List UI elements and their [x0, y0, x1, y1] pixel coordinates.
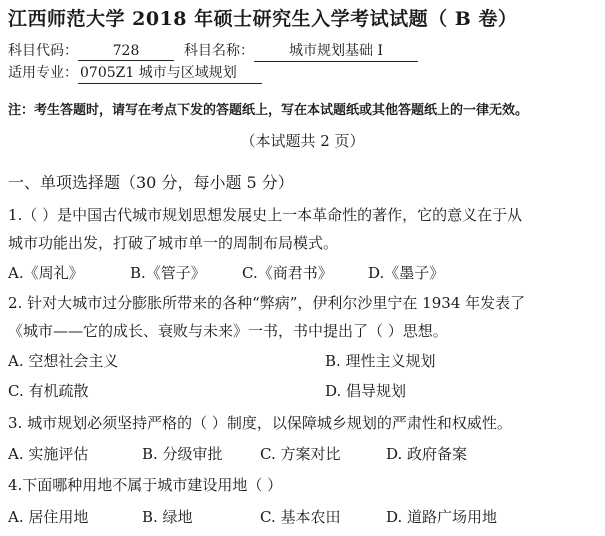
q2-option-c: C. 有机疏散 [8, 382, 89, 400]
q1-option-a: A.《周礼》 [8, 264, 84, 282]
q4-option-b: B. 绿地 [142, 508, 193, 526]
major-row [8, 62, 262, 84]
section-title: 一、单项选择题（30 分，每小题 5 分） [8, 173, 294, 192]
major-value: 0705Z1 城市与区域规划 [78, 62, 262, 84]
q4-option-d: D. 道路广场用地 [386, 508, 498, 526]
name-label: 科目名称： [184, 43, 254, 59]
q4-option-a: A. 居住用地 [8, 508, 89, 526]
subject-row [8, 40, 418, 62]
code-value: 728 [78, 43, 174, 61]
question-2-line-2: 《城市——它的成长、衰败与未来》一书，书中提出了（ ）思想。 [8, 322, 448, 340]
name-value: 城市规划基础 I [254, 40, 418, 62]
q1-option-c: C.《商君书》 [242, 264, 333, 282]
code-label: 科目代码： [8, 43, 78, 59]
notice-text: 注：考生答题时，请写在考点下发的答题纸上，写在本试题纸或其他答题纸上的一律无效。 [8, 103, 529, 118]
question-1-line-1: 1.（ ）是中国古代城市规划思想发展史上一本革命性的著作，它的意义在于从 [8, 206, 523, 224]
q2-option-a: A. 空想社会主义 [8, 352, 119, 370]
question-4-line-1: 4.下面哪种用地不属于城市建设用地（ ） [8, 476, 283, 494]
q1-option-d: D.《墨子》 [368, 264, 445, 282]
question-1-line-2: 城市功能出发，打破了城市单一的周制布局模式。 [8, 234, 339, 252]
q3-option-d: D. 政府备案 [386, 445, 468, 463]
question-2-line-1: 2. 针对大城市过分膨胀所带来的各种“弊病”，伊利尔沙里宁在 1934 年发表了 [8, 294, 526, 312]
q4-option-c: C. 基本农田 [260, 508, 341, 526]
q3-option-c: C. 方案对比 [260, 445, 341, 463]
pages-note: （本试题共 2 页） [240, 132, 365, 150]
question-3-line-1: 3. 城市规划必须坚持严格的（ ）制度，以保障城乡规划的严肃性和权威性。 [8, 414, 512, 432]
q3-option-a: A. 实施评估 [8, 445, 89, 463]
q1-option-b: B.《管子》 [130, 264, 206, 282]
q3-option-b: B. 分级审批 [142, 445, 223, 463]
q2-option-d: D. 倡导规划 [325, 382, 407, 400]
exam-title: 江西师范大学 2018 年硕士研究生入学考试试题（ B 卷） [8, 8, 518, 30]
major-label: 适用专业： [8, 65, 78, 81]
q2-option-b: B. 理性主义规划 [325, 352, 436, 370]
